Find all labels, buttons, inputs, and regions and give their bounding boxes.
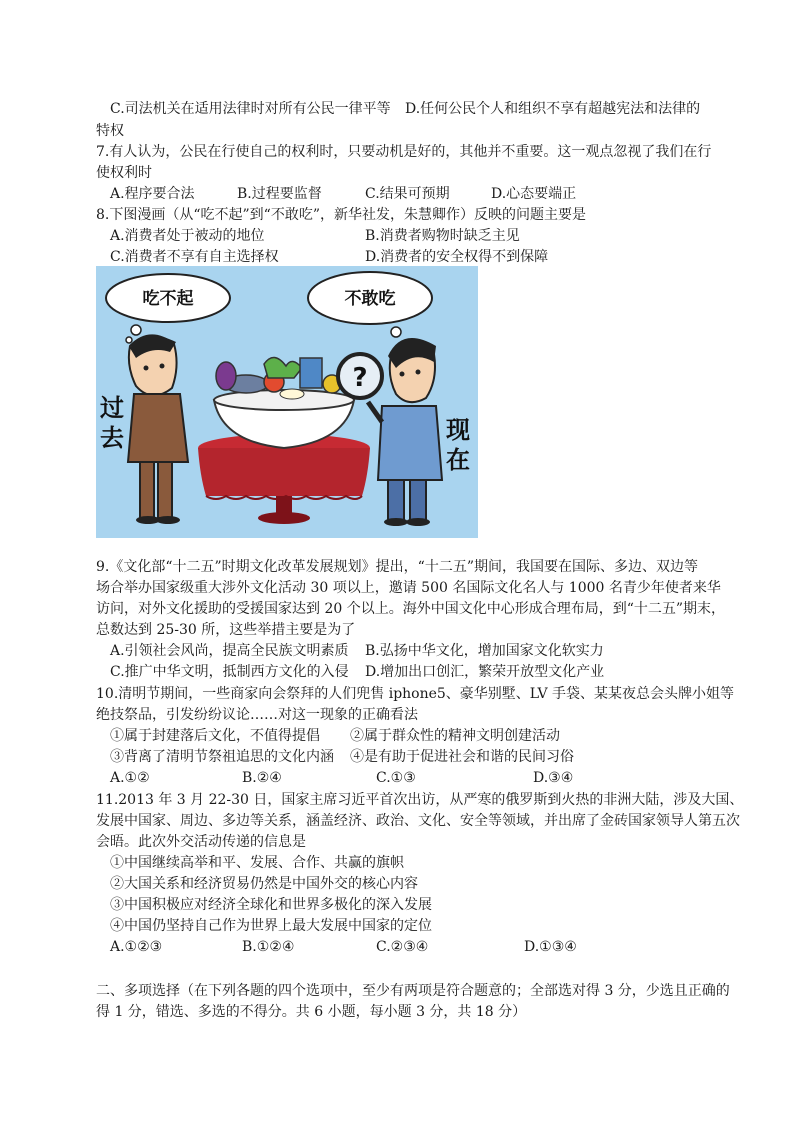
q7-stem: 7.有人认为，公民在行使自己的权利时，只要动机是好的，其他并不重要。这一观点忽视了我们在行 — [96, 144, 712, 160]
q11-option-a: A.①②③ — [110, 939, 163, 955]
bubble-left-text: 吃不起 — [142, 289, 194, 309]
section2-heading: 二、多项选择（在下列各题的四个选项中，至少有两项是符合题意的；全部选对得 3 分，少选且正确的 — [96, 983, 730, 999]
q10-item-4: ④是有助于促进社会和谐的民间习俗 — [350, 749, 574, 765]
label-past-char1: 过 — [100, 394, 124, 422]
q7-option-c: C.结果可预期 — [365, 186, 450, 202]
q11-option-b: B.①②④ — [242, 939, 295, 955]
q11-stem-1: 11.2013 年 3 月 22-30 日，国家主席习近平首次出访，从严寒的俄罗斯到火热的非洲大陆，涉及大国、 — [96, 792, 744, 808]
q10-option-c: C.①③ — [376, 770, 416, 786]
q9-option-d: D.增加出口创汇，繁荣开放型文化产业 — [365, 664, 605, 680]
q8-stem: 8.下图漫画（从“吃不起”到“不敢吃”，新华社发，朱慧卿作）反映的问题主要是 — [96, 207, 586, 223]
q10-item-1: ①属于封建落后文化，不值得提倡 — [110, 728, 320, 744]
q9-option-b: B.弘扬中华文化，增加国家文化软实力 — [365, 643, 604, 659]
q10-option-d: D.③④ — [533, 770, 574, 786]
q8-option-d: D.消费者的安全权得不到保障 — [365, 249, 549, 265]
q10-stem-1: 10.清明节期间，一些商家向会祭拜的人们兜售 iphone5、豪华别墅、LV 手袋、某某夜总会头牌小姐等 — [96, 686, 735, 702]
q9-stem-4: 总数达到 25-30 所，这些举措主要是为了 — [96, 622, 356, 638]
magnifier-question-mark: ? — [352, 363, 368, 393]
label-past-char2: 去 — [100, 424, 124, 452]
q11-stem-2: 发展中国家、周边、多边等关系，涵盖经济、政治、文化、安全等领域，并出席了金砖国家领导人第五次 — [96, 813, 740, 829]
q11-item-1: ①中国继续高举和平、发展、合作、共赢的旗帜 — [110, 855, 404, 871]
q9-stem-3: 访问，对外文化援助的受援国家达到 20 个以上。海外中国文化中心形成合理布局，到“十二五”期末， — [96, 601, 726, 617]
cartoon-illustration — [96, 266, 478, 538]
q10-item-2: ②属于群众性的精神文明创建活动 — [350, 728, 560, 744]
q7-option-d: D.心态要端正 — [491, 186, 577, 202]
q10-item-3: ③背离了清明节祭祖追思的文化内涵 — [110, 749, 334, 765]
q7-option-a: A.程序要合法 — [110, 186, 195, 202]
q11-option-d: D.①③④ — [524, 939, 577, 955]
q11-item-3: ③中国积极应对经济全球化和世界多极化的深入发展 — [110, 897, 432, 913]
q6-option-d-cont: 特权 — [96, 123, 124, 139]
bubble-right-text: 不敢吃 — [344, 289, 396, 309]
q9-stem-1: 9.《文化部“十二五”时期文化改革发展规划》提出，“十二五”期间，我国要在国际、多边、双边等 — [96, 559, 698, 575]
q10-option-b: B.②④ — [242, 770, 282, 786]
q9-stem-2: 场合举办国家级重大涉外文化活动 30 项以上，邀请 500 名国际文化名人与 1000 名青少年使者来华 — [96, 580, 721, 596]
q6-option-c: C.司法机关在适用法律时对所有公民一律平等 — [110, 101, 391, 117]
q7-option-b: B.过程要监督 — [237, 186, 322, 202]
q10-stem-2: 绝技祭品，引发纷纷议论……对这一现象的正确看法 — [96, 707, 418, 723]
section2-heading-cont: 得 1 分，错选、多选的不得分。共 6 小题，每小题 3 分，共 18 分） — [96, 1004, 527, 1020]
q10-option-a: A.①② — [110, 770, 150, 786]
q9-option-a: A.引领社会风尚，提高全民族文明素质 — [110, 643, 349, 659]
q11-item-4: ④中国仍坚持自己作为世界上最大发展中国家的定位 — [110, 918, 432, 934]
q6-option-d: D.任何公民个人和组织不享有超越宪法和法律的 — [405, 101, 701, 117]
q9-option-c: C.推广中华文明，抵制西方文化的入侵 — [110, 664, 349, 680]
q8-option-c: C.消费者不享有自主选择权 — [110, 249, 279, 265]
label-present-char1: 现 — [446, 416, 470, 444]
label-present-char2: 在 — [446, 446, 470, 474]
q11-option-c: C.②③④ — [376, 939, 429, 955]
q11-stem-3: 会晤。此次外交活动传递的信息是 — [96, 834, 306, 850]
q8-option-b: B.消费者购物时缺乏主见 — [365, 228, 520, 244]
q11-item-2: ②大国关系和经济贸易仍然是中国外交的核心内容 — [110, 876, 418, 892]
q7-stem-cont: 使权利时 — [96, 165, 152, 181]
q8-option-a: A.消费者处于被动的地位 — [110, 228, 265, 244]
